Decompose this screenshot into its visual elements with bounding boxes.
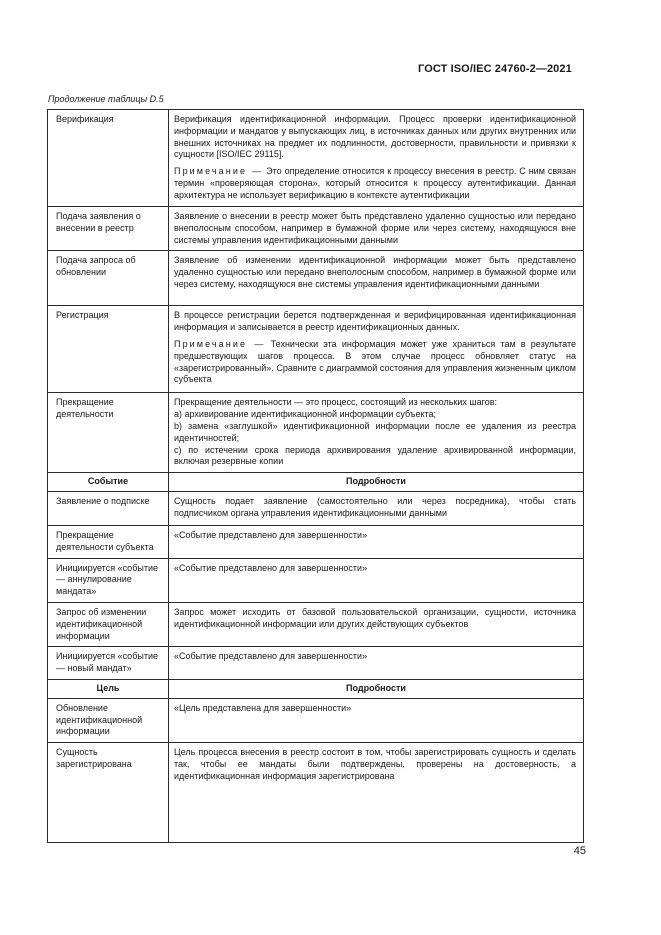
term-cell: Подача заявления о внесении в реестр <box>48 207 169 251</box>
table-row <box>48 393 584 473</box>
description-cell: «Событие представлено для завершенности» <box>169 525 584 558</box>
description-cell <box>169 110 584 207</box>
term-cell: Инициируется «событие — новый мандат» <box>48 647 169 680</box>
table-row <box>48 602 584 646</box>
description-cell: Сущность подает заявление (самостоятельно или через посредника), чтобы стать подписчиком органа управления идентификационными данными <box>169 491 584 525</box>
table-row <box>48 558 584 602</box>
event-column-header: Событие <box>48 473 169 492</box>
table-row <box>48 647 584 680</box>
description-cell: «Событие представлено для завершенности» <box>169 647 584 680</box>
standard-header: ГОСТ ISO/IEC 24760-2—2021 <box>418 63 572 75</box>
description-cell: Заявление о внесении в реестр может быть представлено удаленно сущностью или передано внеполосным способом, например в бумажной форме или через систему, находящуюся вне системы управления идентификационными данными <box>169 207 584 251</box>
page-number: 45 <box>573 845 586 857</box>
description-cell <box>169 393 584 473</box>
description-cell: «Цель представлена для завершенности» <box>169 698 584 742</box>
list-item: a) архивирование идентификационной информации субъекта; <box>174 409 437 420</box>
term-cell: Прекращение деятельности <box>48 393 169 473</box>
term-cell: Прекращение деятельности субъекта <box>48 525 169 558</box>
events-header-row <box>48 473 584 492</box>
table-row <box>48 306 584 393</box>
description-cell: Цель процесса внесения в реестр состоит в том, чтобы зарегистрировать сущность и сделать так, чтобы ее мандаты были подтверждены, проверены на достоверность, а идентификационная информация зарегистрирована <box>169 743 584 843</box>
note-text <box>174 166 576 201</box>
table-row <box>48 207 584 251</box>
list-item: c) по истечении срока периода архивирования удаление архивированной информации, включая резервные копии <box>174 444 576 467</box>
table-row <box>48 251 584 306</box>
note-label: Примечание — <box>174 166 264 177</box>
note-body: Технически эта информация может уже храниться там в результате предшествующих шагов процесса. В этом случае процесс обновляет статус на «зарегистрированный». Сравните с диаграммой состояния для управления жизненным циклом субъекта <box>174 338 576 385</box>
list-item: b) замена «заглушкой» идентификационной информации после ее удаления из реестра идентичностей; <box>174 420 576 443</box>
term-cell: Верификация <box>48 110 169 207</box>
table-row <box>48 743 584 843</box>
table-row <box>48 491 584 525</box>
description-text: В процессе регистрации берется подтвержденная и верифицированная идентификационная информация и записывается в реестр идентификационных данных. <box>174 310 576 333</box>
term-cell: Сущность зарегистрирована <box>48 743 169 843</box>
description-cell: Запрос может исходить от базовой пользовательской организации, сущности, источника идентификационной информации или других действующих субъектов <box>169 602 584 646</box>
term-cell: Регистрация <box>48 306 169 393</box>
description-cell <box>169 306 584 393</box>
term-cell: Подача запроса об обновлении <box>48 251 169 306</box>
note-text <box>174 339 576 386</box>
details-column-header: Подробности <box>169 679 584 698</box>
note-label: Примечание — <box>174 338 266 349</box>
term-cell: Запрос об изменении идентификационной информации <box>48 602 169 646</box>
table-caption: Продолжение таблицы D.5 <box>48 94 164 104</box>
description-line: Прекращение деятельности — это процесс, состоящий из нескольких шагов: <box>174 397 497 408</box>
table-row <box>48 525 584 558</box>
description-cell: «Событие представлено для завершенности» <box>169 558 584 602</box>
table-row <box>48 110 584 207</box>
details-column-header: Подробности <box>169 473 584 492</box>
term-cell: Обновление идентификационной информации <box>48 698 169 742</box>
description-cell: Заявление об изменении идентификационной информации может быть представлено удаленно сущностью или передано внеполосным способом, например в бумажной форме или через систему, находящуюся вне системы управления идентификационными данными <box>169 251 584 306</box>
term-cell: Инициируется «событие — аннулирование мандата» <box>48 558 169 602</box>
description-text: Верификация идентификационной информации. Процесс проверки идентификационной информации и мандатов у выпускающих лиц, в источниках данных или других внутренних или внешних источниках на предмет их подлинности, достоверности, правильности и привязки к сущности [ISO/IEC 29115]. <box>174 114 576 160</box>
table-row <box>48 698 584 742</box>
goals-header-row <box>48 679 584 698</box>
note-body: Это определение относится к процессу внесения в реестр. С ним связан термин «проверяющая сторона», который относится к процессу аутентификации. Данная архитектура не использует верификацию в контексте аутентификации <box>174 166 576 200</box>
term-cell: Заявление о подписке <box>48 491 169 525</box>
definitions-table <box>47 109 584 843</box>
goal-column-header: Цель <box>48 679 169 698</box>
